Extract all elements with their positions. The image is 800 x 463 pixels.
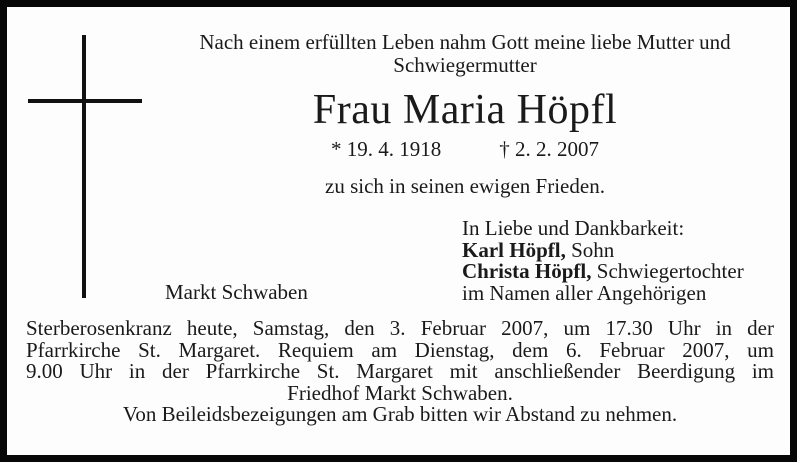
funeral-line: Sterberosenkranz heute, Samstag, den 3. Februar 2007, um 17.30 Uhr in der <box>26 316 774 340</box>
mourner-name: Christa Höpfl, <box>462 259 592 283</box>
cross-horizontal-bar <box>28 99 142 103</box>
death-date: † 2. 2. 2007 <box>499 137 599 161</box>
mourner-name: Karl Höpfl, <box>462 237 566 262</box>
mourner-entry <box>462 237 744 262</box>
cross-vertical-bar <box>82 35 86 298</box>
mourners-suffix: im Namen aller Angehörigen <box>462 280 707 305</box>
mourner-entry <box>462 261 744 283</box>
mourner-relation: Sohn <box>565 237 615 262</box>
deceased-name: Frau Maria Höpfl <box>312 87 618 133</box>
intro-text <box>135 31 795 77</box>
intro-line-2: Schwiegermutter <box>393 53 537 77</box>
intro-line-1: Nach einem erfüllten Leben nahm Gott meine liebe Mutter und <box>199 30 731 54</box>
mourners-block <box>462 218 744 304</box>
place-name: Markt Schwaben <box>165 280 308 304</box>
funeral-line: 9.00 Uhr in der Pfarrkirche St. Margaret mit anschließender Beerdigung im <box>26 359 774 383</box>
funeral-info <box>26 318 774 426</box>
funeral-line: Friedhof Markt Schwaben. <box>287 380 513 405</box>
condolence-line: Von Beileidsbezeigungen am Grab bitten wir Abstand zu nehmen. <box>122 402 678 426</box>
mourners-heading: In Liebe und Dankbarkeit: <box>462 216 685 240</box>
mourner-relation: Schwiegertochter <box>591 259 744 283</box>
life-dates <box>135 137 795 161</box>
birth-date: * 19. 4. 1918 <box>331 137 442 161</box>
funeral-line: Pfarrkirche St. Margaret. Requiem am Dienstag, dem 6. Februar 2007, um <box>26 337 774 362</box>
closing-line: zu sich in seinen ewigen Frieden. <box>325 174 605 198</box>
